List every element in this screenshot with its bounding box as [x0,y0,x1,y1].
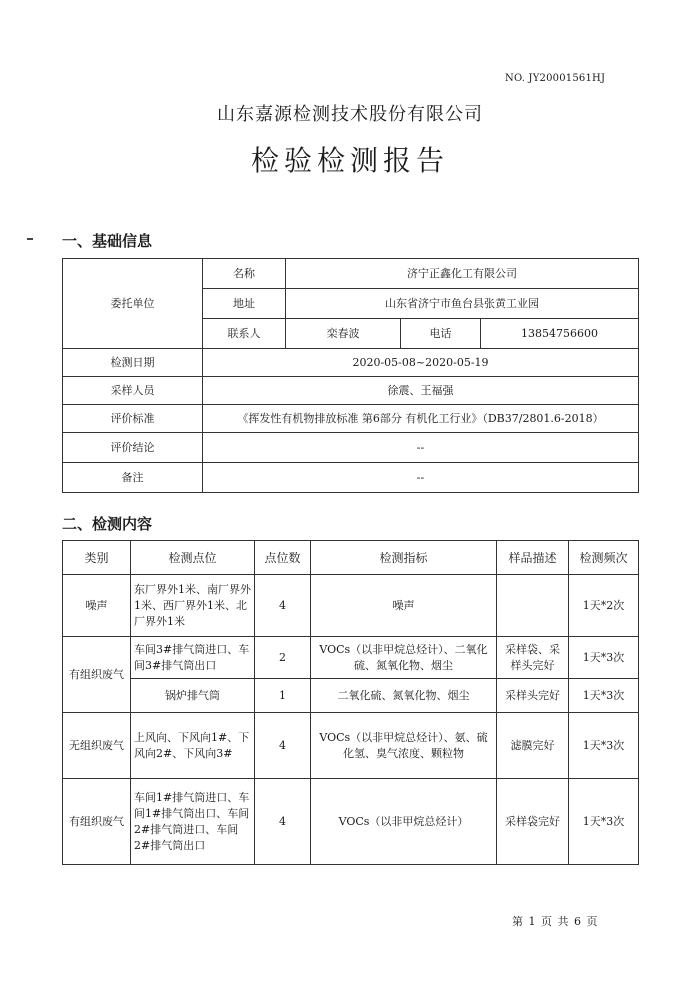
table-row [63,575,639,637]
sampler-value: 徐震、王福强 [203,377,639,405]
section-title-detection: 二、检测内容 [62,515,153,533]
date-label: 检测日期 [63,349,203,377]
header-category: 类别 [63,541,131,575]
row-location: 车间1#排气筒进口、车间1#排气筒出口、车间2#排气筒进口、车间2#排气筒出口 [131,779,255,865]
header-sample: 样品描述 [497,541,569,575]
header-indicator: 检测指标 [311,541,497,575]
address-value: 山东省济宁市鱼台县张黄工业园 [286,289,639,319]
table-row [63,679,639,713]
standard-label: 评价标准 [63,405,203,433]
row-location: 东厂界外1米、南厂界外1米、西厂界外1米、北厂界外1米 [131,575,255,637]
client-label: 委托单位 [63,259,203,349]
company-name: 山东嘉源检测技术股份有限公司 [217,104,483,125]
row-sample: 采样头完好 [497,679,569,713]
document-number: NO. JY20001561HJ [505,73,606,84]
remark-value: -- [203,463,639,493]
row-frequency: 1天*3次 [569,779,639,865]
row-indicator: VOCs（以非甲烷总烃计）、二氧化硫、氮氧化物、烟尘 [311,637,497,679]
header-frequency: 检测频次 [569,541,639,575]
row-frequency: 1天*3次 [569,637,639,679]
page-number: 第 1 页 共 6 页 [512,915,599,928]
conclusion-label: 评价结论 [63,433,203,463]
name-value: 济宁正鑫化工有限公司 [286,259,639,289]
row-indicator: 噪声 [311,575,497,637]
row-count: 4 [255,779,311,865]
row-indicator: VOCs（以非甲烷总烃计） [311,779,497,865]
row-frequency: 1天*3次 [569,679,639,713]
row-category: 有组织废气 [63,637,131,713]
section-title-basic-info: 一、基础信息 [62,232,153,250]
remark-label: 备注 [63,463,203,493]
row-category: 有组织废气 [63,779,131,865]
contact-value: 栾春波 [286,319,401,349]
conclusion-value: -- [203,433,639,463]
row-location: 锅炉排气筒 [131,679,255,713]
row-indicator: 二氧化硫、氮氧化物、烟尘 [311,679,497,713]
row-count: 4 [255,713,311,779]
basic-info-table [62,258,639,493]
detection-table [62,540,639,865]
table-row [63,779,639,865]
standard-value: 《挥发性有机物排放标准 第6部分 有机化工行业》（DB37/2801.6-2018） [203,405,639,433]
row-indicator: VOCs（以非甲烷总烃计）、氨、硫化氢、臭气浓度、颗粒物 [311,713,497,779]
row-sample: 采样袋、采样头完好 [497,637,569,679]
phone-label: 电话 [401,319,481,349]
row-count: 4 [255,575,311,637]
row-count: 1 [255,679,311,713]
margin-mark [27,238,33,240]
row-sample: 采样袋完好 [497,779,569,865]
header-count: 点位数 [255,541,311,575]
table-row [63,637,639,679]
date-value: 2020-05-08~2020-05-19 [203,349,639,377]
address-label: 地址 [203,289,286,319]
row-category: 无组织废气 [63,713,131,779]
row-location: 车间3#排气筒进口、车间3#排气筒出口 [131,637,255,679]
table-row [63,713,639,779]
row-location: 上风向、下风向1#、下风向2#、下风向3# [131,713,255,779]
row-count: 2 [255,637,311,679]
sampler-label: 采样人员 [63,377,203,405]
contact-label: 联系人 [203,319,286,349]
row-sample [497,575,569,637]
row-frequency: 1天*2次 [569,575,639,637]
row-sample: 滤膜完好 [497,713,569,779]
row-category: 噪声 [63,575,131,637]
name-label: 名称 [203,259,286,289]
phone-value: 13854756600 [481,319,639,349]
row-frequency: 1天*3次 [569,713,639,779]
report-title: 检验检测报告 [250,144,449,177]
header-location: 检测点位 [131,541,255,575]
